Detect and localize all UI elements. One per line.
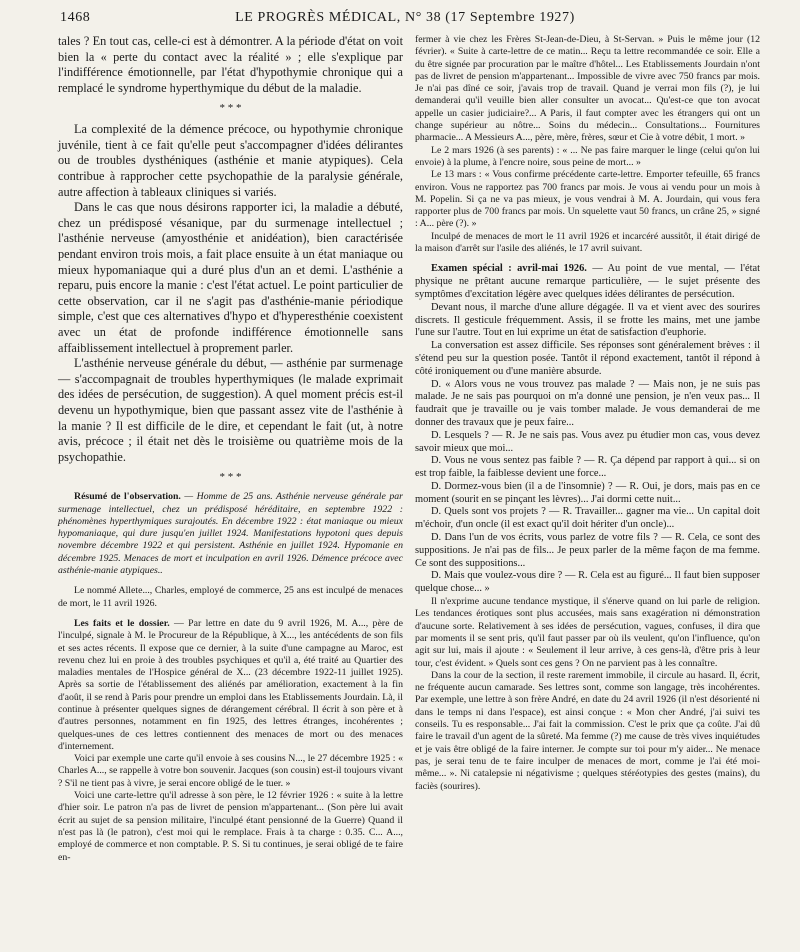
page-number: 1468 bbox=[60, 10, 91, 25]
left-column bbox=[58, 34, 403, 864]
facts-text: — Par lettre en date du 9 avril 1926, M. A..., père de l'inculpé, signale à M. le Procureur de la République, à X..., les antécédents de son fils et ses actes récents. Il expose que ce dernier, à la suite d'une campagne au Maroc, est revenu chez lui en proie à des troubles psychiques et qu'il a, été traité au Quartier des maladies mentales de l'Hospice général de X... (23 décembre 1922-11 juillet 1925). Après sa sortie de l'établissement des aliénés par amélioration, exactement à la fin d'août, il se rend à Paris pour prendre un emploi dans les Etablissements Jourdain. Là, il continue à présenter quelques signes de dérangement cérébral. Il écrit à son père et à d'autres personnes, notamment en fin 1925, des lettres étranges, incohérentes ; quelques-unes de ces lettres contiennent des menaces de mort ou des menaces d'internement. bbox=[58, 617, 404, 752]
paragraph: Dans la cour de la section, il reste rarement immobile, il circule au hasard. Il, écrit, ne fréquente aucun camarade. Ses lettres sont, comme son langage, très incohérentes. Par exemple, une lettre à son frère André, en date du 24 avril 1926 (il n'est désorienté ni dans le temps ni dans l'espace), est ainsi conçue : « Mon cher André, j'ai suivi tes conseils. Tu es responsable... J'ai fait la commission. C'est le prix que ça coûte. J'ai dû faire le travail d'un agent de la sûreté. Ma femme (?) me cause de très vives inquiétudes et je vais être obligé de la faire interner. Je compte sur toi pour m'y aider... Ne menace pas, je serai tenu de te faire inculper de menaces de mort, comme je l'ai été moi-même... ». Ni catalepsie ni négativisme ; quelques stéréotypies des gestes (mains), du faciès (sourires). bbox=[415, 669, 760, 792]
dialogue-line: D. Vous ne vous sentez pas faible ? — R. Ça dépend par rapport à qui... si on est trop faible, la faiblesse devient une force... bbox=[415, 455, 760, 480]
dialogue-line: D. « Alors vous ne vous trouvez pas malade ? — Mais non, je ne suis pas malade. Je ne sais pas pourquoi on m'a donné une pension, je n'en veux pas... Il faudrait que je travaille ou je vais tomber malade. Je vous demanderai de me donner des travaux que je peux faire... bbox=[415, 378, 760, 428]
paragraph: Le 13 mars : « Vous confirme précédente carte-lettre. Emporter tefeuille, 65 francs environ. Vous ne rapportez pas 700 francs par mois. Je vous ai vendu pour un mois à M. Popelin. Si ça ne va pas mieux, je vous vendrai à M. A. Jourdain, qui vous fera rapporter plus de 700 francs par mois. Un squelette vaut 50 francs, un crâne 25, » signé : A... père (?). » bbox=[415, 169, 760, 230]
observation-summary bbox=[58, 491, 403, 577]
exam-paragraph bbox=[415, 263, 760, 301]
right-column bbox=[415, 34, 760, 793]
observation-summary-label: Résumé de l'observation. bbox=[74, 491, 181, 503]
paragraph: La complexité de la démence précoce, ou hypothymie chronique juvénile, tient à ce fait qu'elle peut s'accompagner d'idées délirantes ou de troubles dysthéniques (asthénie et manie atypiques). Cela contribue à rapprocher cette psychopathie de la paralysie générale, autre affection à tableaux cliniques si variés. bbox=[58, 122, 403, 199]
exam-label: Examen spécial : avril-mai 1926. bbox=[431, 263, 587, 275]
paragraph: fermer à vie chez les Frères St-Jean-de-Dieu, à St-Servan. » Puis le même jour (12 février). « Suite à carte-lettre de ce matin... Reçu ta lettre recommandée ce soir. Elle a du être signée par procuration par le maître d'hôtel... Les Etablissements Jourdain n'ont pas de livret de pension m'appartenant... Impossible de vivre avec 750 francs par mois. Je n'ai pas dîné ce soir, j'avais trop de travail. Quand je verrai mon fils (?), je lui demanderai qu'il veuille bien aller consulter un avocat... Qu'est-ce que ton avocat appelle un casier judiciaire?... A Paris, il faut compter avec les étrangers qui ont un change supérieur au nôtre... Soins du médecin... Consultations... Fournitures pharmacie... A Messieurs A..., père, mère, frères, sœur et Cie à votre débit, 1 mort. » bbox=[415, 34, 760, 144]
paragraph: L'asthénie nerveuse générale du début, — asthénie par surmenage — s'accompagnait de troubles hyperthymiques (le malade exprimait des idées de persécution, de suggestion). A quel moment précis est-il devenu un hypothymique, bien que passant assez vite de l'asthénie à la manie ? Il est difficile de le dire, et cependant le fait (ut, à notre avis, précoce ; il était net dès le troisième ou quatrième mois de la psychopathie. bbox=[58, 356, 403, 464]
paragraph: tales ? En tout cas, celle-ci est à démontrer. A la période d'état on voit bien la « perte du contact avec la réalité » ; elle s'explique par l'indifférence émotionnelle, par l'état d'hypothymie chronique qui a remplacé le syndrome hyperthymique du début de la maladie. bbox=[58, 34, 403, 95]
observation-summary-text: — Homme de 25 ans. Asthénie nerveuse générale par surmenage intellectuel, chez un prédisposé héréditaire, en septembre 1922 : phénomènes hyperthymiques surajoutés. En décembre 1922 : état maniaque ou mieux hypomaniaque, qui dure jusqu'en juillet 1924. Manifestations hypotoni ques depuis novembre décembre 1922 et qui persistent. Asthénie en juillet 1924. Hypomanie en décembre 1925. Menaces de mort et inculpation en avril 1926. Démence précoce avec asthénie-manie atypiques.. bbox=[58, 491, 403, 577]
dialogue-line: D. Mais que voulez-vous dire ? — R. Cela est au figuré... Il faut bien supposer quelque chose... » bbox=[415, 570, 760, 595]
page-header bbox=[60, 10, 750, 30]
paragraph: Dans le cas que nous désirons rapporter ici, la maladie a débuté, chez un prédisposé vésanique, par du surmenage intellectuel ; l'asthénie nerveuse (amyosthénie et anidéation), bien caractérisée pendant environ trois mois, a fait place ensuite à un état maniaque ou mieux hypomaniaque qui a duré plus d'un an et demi. L'asthénie a reparu, puis encore la manie : c'est l'état actuel. Le point particulier de cette observation, car il ne s'agit pas d'asthénie-manie périodique simple, c'est que ces alternatives d'hypo et d'hyperesthénie coexistent avec un état de profonde indifférence émotionnelle sans affaiblissement intellectuel à proprement parler. bbox=[58, 200, 403, 355]
dialogue-line: D. Lesquels ? — R. Je ne sais pas. Vous avez pu étudier mon cas, vous devez savoir mieux que moi... bbox=[415, 429, 760, 454]
dialogue-line: D. Dans l'un de vos écrits, vous parlez de votre fils ? — R. Cela, ce sont des suppositions. Je n'ai pas de fils... Je peux parler de la même façon de ma femme. Ce sont des suppositions... bbox=[415, 532, 760, 569]
paragraph: Le nommé Allete..., Charles, employé de commerce, 25 ans est inculpé de menaces de mort, le 11 avril 1926. bbox=[58, 585, 403, 609]
dialogue-line: D. Quels sont vos projets ? — R. Travailler... gagner ma vie... Un capital doit m'échoir, d'un oncle (il est exact qu'il doit hériter d'un oncle)... bbox=[415, 506, 760, 531]
paragraph: Devant nous, il marche d'une allure dégagée. Il va et vient avec des sourires discrets. Il gesticule fréquemment. Assis, il se frotte les mains, met une jambe l'une sur l'autre. Tout en lui exprime un état de satisfaction d'euphorie. bbox=[415, 301, 760, 339]
exam-text: — Au point de vue mental, — l'état physique ne prêtant aucune remarque particulière, — le sujet présente des symptômes d'excitation légère avec quelques idées délirantes de persécution. bbox=[415, 263, 760, 300]
journal-title: LE PROGRÈS MÉDICAL, N° 38 (17 Septembre 1927) bbox=[235, 10, 575, 25]
paragraph: Voici une carte-lettre qu'il adresse à son père, le 12 février 1926 : « suite à la lettre d'hier soir. Le patron n'a pas de livret de pension m'appartenant... (Son père lui avait écrit au sujet de sa pension militaire, l'inculpé étant pensionné de la Guerre) Quand il n'est pas là (le patron), c'est moi qui le remplace. Frais à ta charge : 0.35. C... A..., employé de commerce et non comptable. P. S. Si tu continues, je serai obligé de te faire en- bbox=[58, 790, 403, 863]
paragraph: Il n'exprime aucune tendance mystique, il s'énerve quand on lui parle de religion. Les tendances érotiques sont plus accusées, mais sans exagération ni démonstration d'aucune sorte. Relativement à ses idées de persécution, vagues, confuses, il dira que par moments il se sent pris, qu'il faut passer par où ils veulent, qu'on l'influence, qu'on agit sur lui, mais il ajoute : « Seulement il leur arrive, à ces gens-là, d'être pris à leur tour, c'est évident. » Quels sont ces gens ? On ne parvient pas à les connaître. bbox=[415, 596, 760, 669]
paragraph: La conversation est assez difficile. Ses réponses sont généralement brèves : il s'étend peu sur la question posée. Tantôt il répond exactement, tantôt il répond à côté ironiquement ou d'une manière absurde. bbox=[415, 340, 760, 377]
facts-label: Les faits et le dossier. bbox=[74, 617, 170, 629]
facts-paragraph bbox=[58, 618, 403, 753]
section-separator: * * * bbox=[219, 102, 242, 115]
dialogue-line: D. Dormez-vous bien (il a de l'insomnie) ? — R. Oui, je dors, mais pas en ce moment (sourit en se pinçant les lèvres)... J'ai dormi cette nuit... bbox=[415, 480, 760, 505]
paragraph: Voici par exemple une carte qu'il envoie à ses cousins N..., le 27 décembre 1925 : « Charles A..., se rappelle à votre bon souvenir. Jacques (son cousin) est-il toujours vivant ? S'il ne tient pas à vivre, je serai encore obligé de le tuer. » bbox=[58, 753, 403, 789]
section-separator: * * * bbox=[219, 471, 242, 484]
paragraph: Inculpé de menaces de mort le 11 avril 1926 et incarcéré aussitôt, il était dirigé de la maison d'arrêt sur l'asile des aliénés, le 17 avril suivant. bbox=[415, 230, 760, 255]
paragraph: Le 2 mars 1926 (à ses parents) : « ... Ne pas faire marquer le linge (celui qu'on lui envoie) à la plume, à l'encre noire, sous peine de mort... » bbox=[415, 144, 760, 168]
